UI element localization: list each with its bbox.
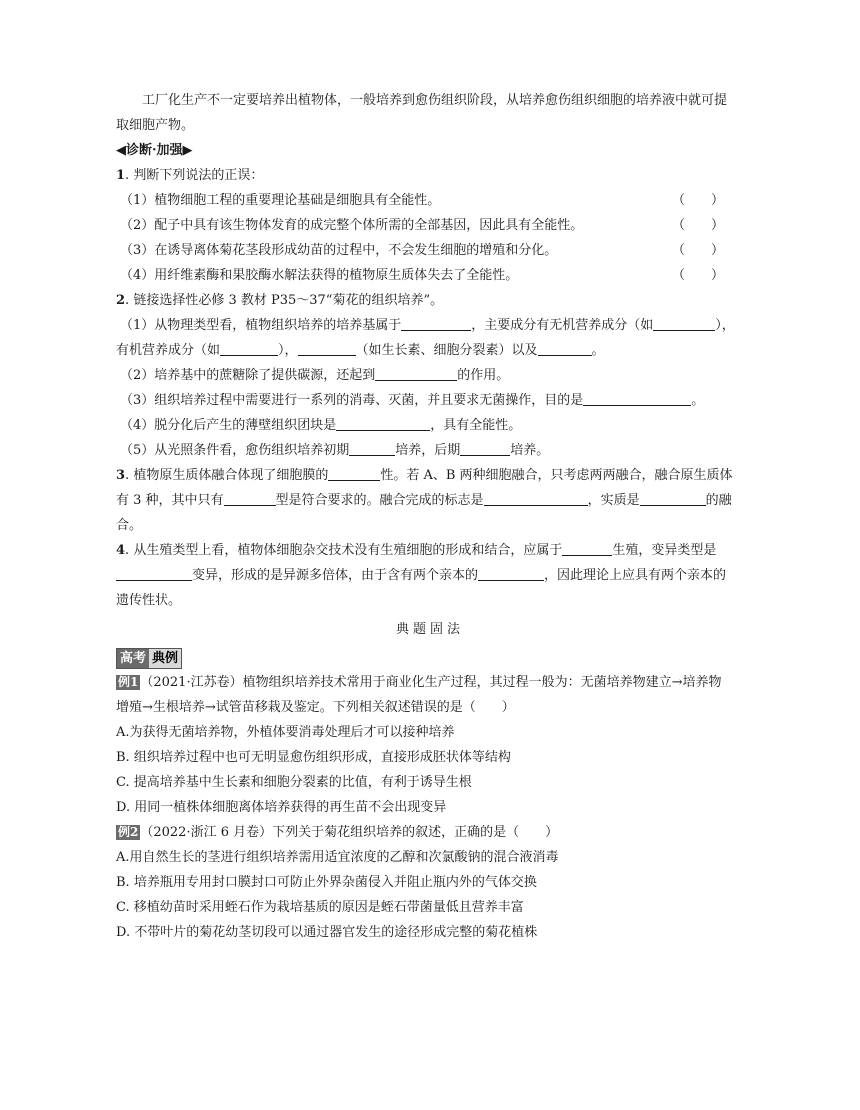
text: ），	[715, 318, 735, 333]
fill-blank[interactable]	[224, 491, 276, 506]
intro-line-1: 工厂化生产不一定要培养出植物体，一般培养到愈伤组织阶段，从培养愈伤组织细胞的培养液中就可提	[142, 93, 728, 108]
question-2-sub-2	[116, 363, 744, 388]
text: （2022·浙江 6 月卷）下列关于菊花组织培养的叙述，正确的是（ ）	[140, 825, 559, 840]
question-3-line-1: 3. 植物原生质体融合体现了细胞膜的 性。若 A、B 两种细胞融合，只考虑两两融合，融合原生质体	[116, 468, 733, 483]
text: ，主要成分有无机营养成分（如	[471, 318, 654, 333]
text: 植物原生质体融合体现了细胞膜的	[133, 468, 329, 483]
item-text: （2）配子中具有该生物体发育的成完整个体所需的全部基因，因此具有全能性。	[120, 218, 584, 233]
text: ），	[278, 343, 298, 358]
fill-blank[interactable]	[116, 566, 192, 581]
fill-blank[interactable]	[478, 566, 544, 581]
text: ，实质是	[587, 493, 640, 508]
answer-paren: （ ）	[672, 193, 725, 208]
item-text: （1）植物细胞工程的重要理论基础是细胞具有全能性。	[120, 193, 441, 208]
text: ，具有全能性。	[430, 418, 522, 433]
question-number: 3	[116, 468, 126, 483]
fill-blank[interactable]	[562, 541, 612, 556]
question-4-line-2	[116, 563, 744, 588]
example-1-option-a: A.为获得无菌培养物，外植体要消毒处理后才可以接种培养	[116, 725, 455, 740]
text: 性。若 A、B 两种细胞融合，只考虑两两融合，融合原生质体	[380, 468, 733, 483]
fill-blank[interactable]	[460, 441, 510, 456]
answer-paren: （ ）	[672, 268, 725, 283]
fill-blank[interactable]	[349, 441, 395, 456]
question-number: 2	[116, 293, 126, 308]
question-4-line-1: 4. 从生殖类型上看，植物体细胞杂交技术没有生殖细胞的形成和结合，应属于 生殖，变异类型是	[116, 543, 717, 558]
question-1-item-1	[116, 188, 744, 213]
question-2-stem: 2. 链接选择性必修 3 教材 P35～37“菊花的组织培养”。	[116, 293, 444, 308]
question-2-sub-1-line-2	[116, 338, 744, 363]
answer-paren: （ ）	[672, 218, 725, 233]
question-1-item-4	[116, 263, 744, 288]
text: （如生长素、细胞分裂素）以及	[355, 343, 538, 358]
fill-blank[interactable]	[220, 341, 278, 356]
question-3-line-3: 合。	[116, 518, 143, 533]
badge-part-1: 高考	[117, 649, 149, 668]
text: （2021·江苏卷）植物组织培养技术常用于商业化生产过程，其过程一般为：无菌培养物建立→培养物	[140, 675, 722, 690]
text: ，因此理论上应具有两个亲本的	[544, 568, 727, 583]
text: （1）从物理类型看，植物组织培养的培养基属于	[120, 318, 402, 333]
question-2-sub-4	[116, 413, 744, 438]
question-3-line-2	[116, 488, 744, 513]
text: 型是符合要求的。融合完成的标志是	[275, 493, 484, 508]
text: 。	[591, 343, 605, 358]
item-text: （4）用纤维素酶和果胶酶水解法获得的植物原生质体失去了全能性。	[120, 268, 519, 283]
text: 从生殖类型上看，植物体细胞杂交技术没有生殖细胞的形成和结合，应属于	[133, 543, 563, 558]
example-1-option-b: B. 组织培养过程中也可无明显愈伤组织形成，直接形成胚状体等结构	[116, 750, 511, 765]
example-tag: 例2	[118, 825, 139, 839]
question-1-stem: 1. 判断下列说法的正误：	[116, 168, 264, 183]
question-2-sub-5	[116, 438, 744, 463]
text: 变异，形成的是异源多倍体，由于含有两个亲本的	[192, 568, 479, 583]
question-1-text: 判断下列说法的正误：	[133, 168, 264, 183]
question-number: 4	[116, 543, 126, 558]
fill-blank[interactable]	[336, 416, 430, 431]
text: （2）培养基中的蔗糖除了提供碳源，还起到	[120, 368, 376, 383]
text: （5）从光照条件看，愈伤组织培养初期	[120, 443, 350, 458]
text: 培养，后期	[395, 443, 461, 458]
diagnosis-header: ◀诊断·加强▶	[116, 143, 193, 158]
intro-line-2: 取细胞产物。	[116, 118, 195, 133]
answer-paren: （ ）	[672, 243, 725, 258]
example-1-stem-line-1	[116, 670, 744, 695]
text: （4）脱分化后产生的薄壁组织团块是	[120, 418, 337, 433]
example-2-stem	[116, 820, 744, 845]
text: 。	[691, 393, 705, 408]
text: 有 3 种，其中只有	[116, 493, 224, 508]
fill-blank[interactable]	[583, 391, 691, 406]
fill-blank[interactable]	[640, 491, 706, 506]
question-2-text: 链接选择性必修 3 教材 P35～37“菊花的组织培养”。	[133, 293, 444, 308]
item-text: （3）在诱导离体菊花茎段形成幼苗的过程中，不会发生细胞的增殖和分化。	[120, 243, 558, 258]
example-1-option-d: D. 用同一植株体细胞离体培养获得的再生苗不会出现变异	[116, 800, 447, 815]
example-tag: 例1	[118, 675, 139, 689]
text: 培养。	[510, 443, 550, 458]
fill-blank[interactable]	[653, 316, 715, 331]
example-2-option-d: D. 不带叶片的菊花幼茎切段可以通过器官发生的途径形成完整的菊花植株	[116, 925, 538, 940]
question-2-sub-3	[116, 388, 744, 413]
example-2-option-a: A.用自然生长的茎进行组织培养需用适宜浓度的乙醇和次氯酸钠的混合液消毒	[116, 850, 559, 865]
text: 的作用。	[457, 368, 510, 383]
fill-blank[interactable]	[484, 491, 588, 506]
question-number: 1	[116, 168, 126, 183]
text: 生殖，变异类型是	[612, 543, 717, 558]
example-2-option-b: B. 培养瓶用专用封口膜封口可防止外界杂菌侵入并阻止瓶内外的气体交换	[116, 875, 537, 890]
fill-blank[interactable]	[538, 341, 592, 356]
question-1-item-2	[116, 213, 744, 238]
question-4-line-3: 遗传性状。	[116, 593, 182, 608]
question-2-sub-1-line-1	[116, 313, 744, 338]
question-1-item-3	[116, 238, 744, 263]
badge-part-2: 典例	[149, 649, 181, 668]
fill-blank[interactable]	[375, 366, 457, 381]
text: 有机营养成分（如	[116, 343, 221, 358]
badge-row	[116, 648, 744, 670]
text: （3）组织培养过程中需要进行一系列的消毒、灭菌，并且要求无菌操作，目的是	[120, 393, 584, 408]
example-1-stem-line-2: 增殖→生根培养→试管苗移栽及鉴定。下列相关叙述错误的是（ ）	[116, 700, 515, 715]
text: 的融	[705, 493, 732, 508]
example-1-option-c: C. 提高培养基中生长素和细胞分裂素的比值，有利于诱导生根	[116, 775, 472, 790]
example-2-option-c: C. 移植幼苗时采用蛭石作为栽培基质的原因是蛭石带菌量低且营养丰富	[116, 900, 524, 915]
fill-blank[interactable]	[328, 466, 380, 481]
section-title: 典题固法	[395, 622, 464, 637]
fill-blank[interactable]	[401, 316, 471, 331]
gaokao-example-badge	[116, 648, 182, 669]
fill-blank[interactable]	[298, 341, 356, 356]
document-page	[116, 88, 744, 945]
